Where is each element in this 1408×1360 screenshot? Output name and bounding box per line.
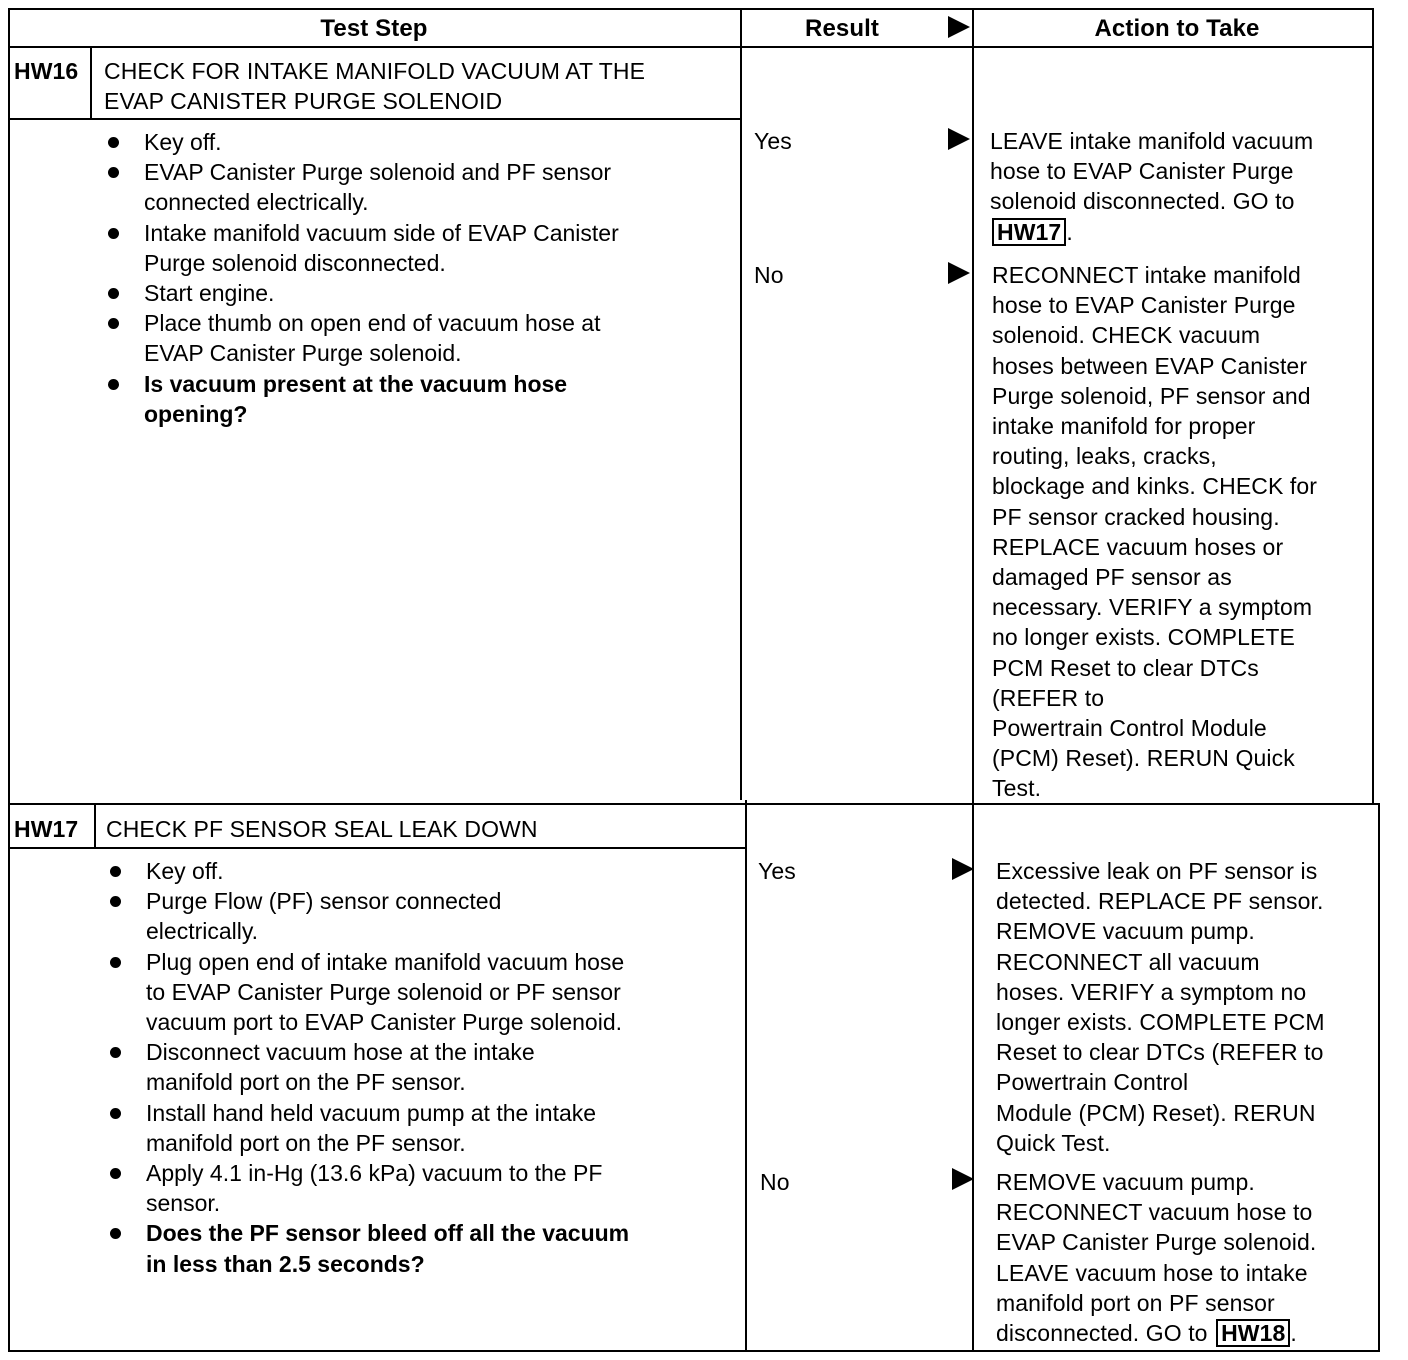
bullet-line: opening? xyxy=(144,400,248,427)
action-line xyxy=(990,156,1313,186)
col-divider-result-action xyxy=(972,8,974,1352)
action-line-text: Quick Test. xyxy=(996,1129,1111,1156)
bullet-line: in less than 2.5 seconds? xyxy=(146,1250,425,1277)
bullet-line: Purge solenoid disconnected. xyxy=(144,249,446,276)
hw17-title-bottom xyxy=(8,847,745,849)
step-id-hw17: HW17 xyxy=(14,816,79,842)
bullet-item xyxy=(106,218,619,278)
bullet-item xyxy=(108,1218,629,1278)
bullet-dot-icon xyxy=(108,318,119,329)
hw17-result-no: No xyxy=(760,1169,790,1195)
action-line-text: RECONNECT all vacuum xyxy=(996,948,1260,975)
action-line-text: detected. REPLACE PF sensor. xyxy=(996,888,1324,915)
action-line-text: REMOVE vacuum pump. xyxy=(996,918,1255,945)
bullet-item xyxy=(106,369,619,429)
table-left-border xyxy=(8,8,10,1352)
ref-suffix: . xyxy=(1066,218,1073,245)
action-line xyxy=(996,1007,1325,1037)
action-line xyxy=(992,290,1317,320)
action-line-text: PF sensor cracked housing. xyxy=(992,503,1280,530)
action-line-text: intake manifold for proper xyxy=(992,413,1256,440)
action-line xyxy=(992,441,1317,471)
bullet-line: manifold port on the PF sensor. xyxy=(146,1129,466,1156)
bullet-dot-icon xyxy=(108,137,119,148)
step-title-hw16-line2: EVAP CANISTER PURGE SOLENOID xyxy=(104,88,503,114)
action-line-text: Powertrain Control Module xyxy=(992,715,1267,742)
action-line xyxy=(996,1167,1316,1197)
bullet-item xyxy=(108,886,629,946)
header-test-step: Test Step xyxy=(320,15,428,42)
hw17-bullet-list xyxy=(108,856,629,1279)
action-line-text: solenoid. CHECK vacuum xyxy=(992,322,1261,349)
action-line-text: disconnected. GO to xyxy=(996,1320,1208,1347)
action-line-text: Purge solenoid, PF sensor and xyxy=(992,382,1311,409)
hw17-no-action xyxy=(996,1167,1316,1348)
action-line-text: damaged PF sensor as xyxy=(992,564,1232,591)
action-line-text: no longer exists. COMPLETE xyxy=(992,624,1295,651)
hw17-id-divider xyxy=(94,805,96,849)
bullet-line: Plug open end of intake manifold vacuum hose xyxy=(146,948,625,975)
hw17-no-arrow-icon xyxy=(952,1168,974,1190)
hw16-no-action xyxy=(992,260,1317,804)
header-arrow-icon xyxy=(948,16,970,38)
bullet-dot-icon xyxy=(110,866,121,877)
bullet-line: to EVAP Canister Purge solenoid or PF sensor xyxy=(146,978,621,1005)
col-divider-test-result-2 xyxy=(745,800,747,1352)
hw17-yes-action xyxy=(996,856,1325,1158)
bullet-dot-icon xyxy=(108,379,119,390)
action-line-text: hoses between EVAP Canister xyxy=(992,352,1308,379)
bullet-item xyxy=(108,1098,629,1158)
bullet-line: sensor. xyxy=(146,1190,221,1217)
action-line xyxy=(996,1197,1316,1227)
action-line xyxy=(996,1318,1316,1348)
action-line xyxy=(992,471,1317,501)
bullet-line: Start engine. xyxy=(144,280,275,307)
step-id-hw16: HW16 xyxy=(14,58,79,84)
header-bottom-border xyxy=(8,46,1374,48)
action-line-text: REPLACE vacuum hoses or xyxy=(992,533,1284,560)
bullet-line: Place thumb on open end of vacuum hose at xyxy=(144,310,601,337)
action-line xyxy=(996,977,1325,1007)
bullet-line: connected electrically. xyxy=(144,189,369,216)
action-line xyxy=(992,653,1317,683)
action-line xyxy=(992,532,1317,562)
action-line xyxy=(992,320,1317,350)
action-line xyxy=(996,886,1325,916)
action-line xyxy=(996,1258,1316,1288)
action-line-text: REMOVE vacuum pump. xyxy=(996,1169,1255,1195)
bullet-item xyxy=(108,1158,629,1218)
header-result: Result xyxy=(805,15,879,42)
bullet-item xyxy=(106,127,619,157)
action-line xyxy=(992,743,1317,773)
action-line-text: hose to EVAP Canister Purge xyxy=(990,158,1294,185)
bullet-dot-icon xyxy=(108,288,119,299)
table-bottom-border xyxy=(8,1350,1380,1352)
step-reference-hw17[interactable]: HW17 xyxy=(992,218,1066,246)
bullet-item xyxy=(108,947,629,1038)
action-line-text: Excessive leak on PF sensor is xyxy=(996,858,1318,884)
bullet-dot-icon xyxy=(110,1228,121,1239)
action-line xyxy=(996,1288,1316,1318)
action-line-text: hoses. VERIFY a symptom no xyxy=(996,978,1307,1005)
bullet-line: Apply 4.1 in-Hg (13.6 kPa) vacuum to the PF xyxy=(146,1160,603,1187)
bullet-line: EVAP Canister Purge solenoid. xyxy=(144,340,462,367)
action-line-text: RECONNECT vacuum hose to xyxy=(996,1199,1313,1226)
bullet-item xyxy=(106,278,619,308)
table-top-border xyxy=(8,8,1374,10)
bullet-line: Install hand held vacuum pump at the intake xyxy=(146,1099,597,1126)
action-line xyxy=(996,856,1325,886)
bullet-line: electrically. xyxy=(146,918,259,945)
action-line-text: Module (PCM) Reset). RERUN xyxy=(996,1099,1316,1126)
hw16-bullet-list xyxy=(106,127,619,429)
action-line xyxy=(992,773,1317,803)
hw16-result-no: No xyxy=(754,262,784,288)
step-title-hw17: CHECK PF SENSOR SEAL LEAK DOWN xyxy=(106,816,538,842)
action-line-text: necessary. VERIFY a symptom xyxy=(992,594,1313,621)
action-line xyxy=(990,217,1313,247)
table-right-border-2 xyxy=(1378,804,1380,1352)
action-line xyxy=(992,713,1317,743)
action-line-text: Test. xyxy=(992,775,1042,802)
action-line xyxy=(996,1067,1325,1097)
bullet-item xyxy=(108,856,629,886)
step-reference-hw18[interactable]: HW18 xyxy=(1216,1319,1290,1347)
hw16-yes-arrow-icon xyxy=(948,128,970,150)
hw17-result-yes: Yes xyxy=(758,858,796,884)
step-title-hw16-line1: CHECK FOR INTAKE MANIFOLD VACUUM AT THE xyxy=(104,58,646,84)
action-line xyxy=(992,351,1317,381)
action-line xyxy=(996,916,1325,946)
action-line xyxy=(992,502,1317,532)
hw16-title-bottom xyxy=(8,118,740,120)
ref-suffix: . xyxy=(1290,1320,1297,1347)
action-line-text: routing, leaks, cracks, xyxy=(992,443,1217,470)
col-divider-test-result-1 xyxy=(740,8,742,800)
action-line xyxy=(992,260,1317,290)
bullet-dot-icon xyxy=(110,1108,121,1119)
bullet-line: Intake manifold vacuum side of EVAP Canister xyxy=(144,219,619,246)
action-line-text: solenoid disconnected. GO to xyxy=(990,188,1295,215)
action-line xyxy=(996,1098,1325,1128)
bullet-line: vacuum port to EVAP Canister Purge solenoid. xyxy=(146,1009,623,1036)
bullet-dot-icon xyxy=(108,167,119,178)
bullet-item xyxy=(106,157,619,217)
bullet-line: Disconnect vacuum hose at the intake xyxy=(146,1039,535,1066)
action-line-text: LEAVE vacuum hose to intake xyxy=(996,1259,1308,1286)
table-right-border-1 xyxy=(1372,8,1374,804)
bullet-dot-icon xyxy=(110,957,121,968)
action-line-text: (REFER to xyxy=(992,684,1105,711)
bullet-line: Key off. xyxy=(144,129,222,155)
bullet-line: Is vacuum present at the vacuum hose xyxy=(144,370,568,397)
action-line xyxy=(996,1037,1325,1067)
action-line xyxy=(990,186,1313,216)
bullet-line: manifold port on the PF sensor. xyxy=(146,1069,466,1096)
bullet-dot-icon xyxy=(110,1047,121,1058)
action-line-text: LEAVE intake manifold vacuum xyxy=(990,128,1314,154)
action-line xyxy=(990,126,1313,156)
hw17-yes-arrow-icon xyxy=(952,858,974,880)
bullet-item xyxy=(108,1037,629,1097)
action-line-text: EVAP Canister Purge solenoid. xyxy=(996,1229,1317,1256)
action-line-text: RECONNECT intake manifold xyxy=(992,262,1301,288)
action-line-text: Powertrain Control xyxy=(996,1069,1189,1096)
action-line-text: manifold port on PF sensor xyxy=(996,1289,1275,1316)
action-line-text: hose to EVAP Canister Purge xyxy=(992,292,1296,319)
bullet-line: Key off. xyxy=(146,858,224,884)
action-line-text: blockage and kinks. CHECK for xyxy=(992,473,1318,500)
hw16-yes-action xyxy=(990,126,1313,247)
action-line-text: longer exists. COMPLETE PCM xyxy=(996,1009,1325,1036)
action-line xyxy=(992,622,1317,652)
bullet-line: Purge Flow (PF) sensor connected xyxy=(146,888,502,915)
diagnostic-table xyxy=(8,8,1380,1354)
bullet-dot-icon xyxy=(108,228,119,239)
header-action: Action to Take xyxy=(1094,15,1260,42)
action-line xyxy=(996,1227,1316,1257)
action-line xyxy=(992,381,1317,411)
action-line xyxy=(992,562,1317,592)
action-line-text: (PCM) Reset). RERUN Quick xyxy=(992,745,1295,772)
hw16-id-divider xyxy=(90,48,92,120)
action-line xyxy=(992,592,1317,622)
action-line xyxy=(996,947,1325,977)
action-line xyxy=(992,683,1317,713)
bullet-line: Does the PF sensor bleed off all the vacuum xyxy=(146,1220,630,1247)
bullet-line: EVAP Canister Purge solenoid and PF sensor xyxy=(144,159,612,186)
action-line xyxy=(996,1128,1325,1158)
action-line-text: Reset to clear DTCs (REFER to xyxy=(996,1039,1324,1066)
action-line-text: PCM Reset to clear DTCs xyxy=(992,654,1259,681)
bullet-item xyxy=(106,308,619,368)
action-line xyxy=(992,411,1317,441)
hw16-no-arrow-icon xyxy=(948,262,970,284)
bullet-dot-icon xyxy=(110,896,121,907)
hw16-result-yes: Yes xyxy=(754,128,792,154)
bullet-dot-icon xyxy=(110,1168,121,1179)
